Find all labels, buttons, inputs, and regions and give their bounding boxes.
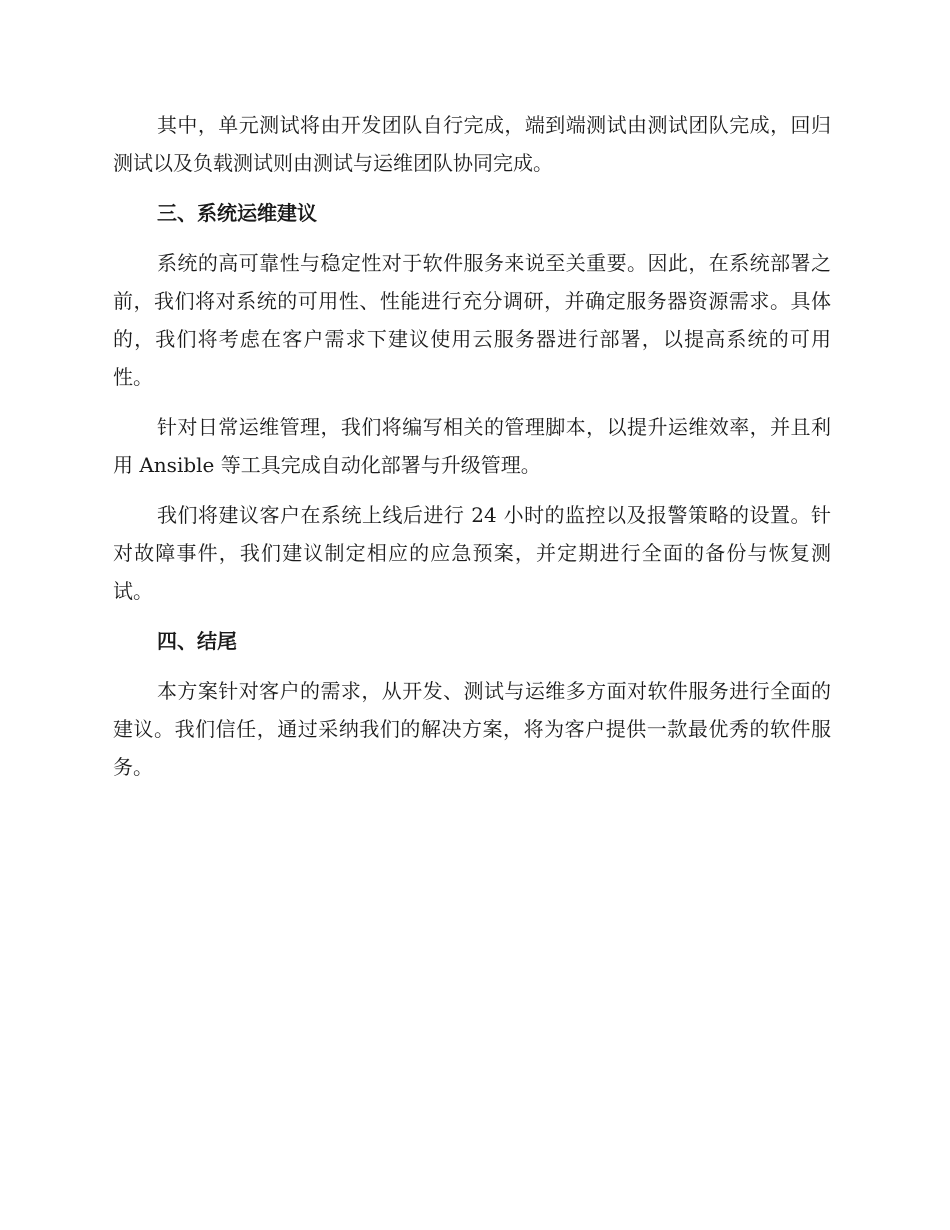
section-heading-ops-advice: 三、系统运维建议 bbox=[157, 201, 317, 225]
paragraph-conclusion: 本方案针对客户的需求，从开发、测试与运维多方面对软件服务进行全面的建议。我们信任，通过采纳我们的解决方案，将为客户提供一款最优秀的软件服务。 bbox=[113, 679, 831, 779]
paragraph-reliability: 系统的高可靠性与稳定性对于软件服务来说至关重要。因此，在系统部署之前，我们将对系统的可用性、性能进行充分调研，并确定服务器资源需求。具体的，我们将考虑在客户需求下建议使用云服务器进行部署，以提高系统的可用性。 bbox=[113, 251, 831, 389]
document-body bbox=[113, 106, 831, 798]
paragraph-daily-ops: 针对日常运维管理，我们将编写相关的管理脚本，以提升运维效率，并且利用 Ansible 等工具完成自动化部署与升级管理。 bbox=[113, 415, 831, 477]
paragraph-monitoring: 我们将建议客户在系统上线后进行 24 小时的监控以及报警策略的设置。针对故障事件，我们建议制定相应的应急预案，并定期进行全面的备份与恢复测试。 bbox=[113, 503, 831, 603]
paragraph-testing-responsibilities: 其中，单元测试将由开发团队自行完成，端到端测试由测试团队完成，回归测试以及负载测试则由测试与运维团队协同完成。 bbox=[113, 113, 831, 175]
section-heading-conclusion: 四、结尾 bbox=[157, 629, 237, 653]
